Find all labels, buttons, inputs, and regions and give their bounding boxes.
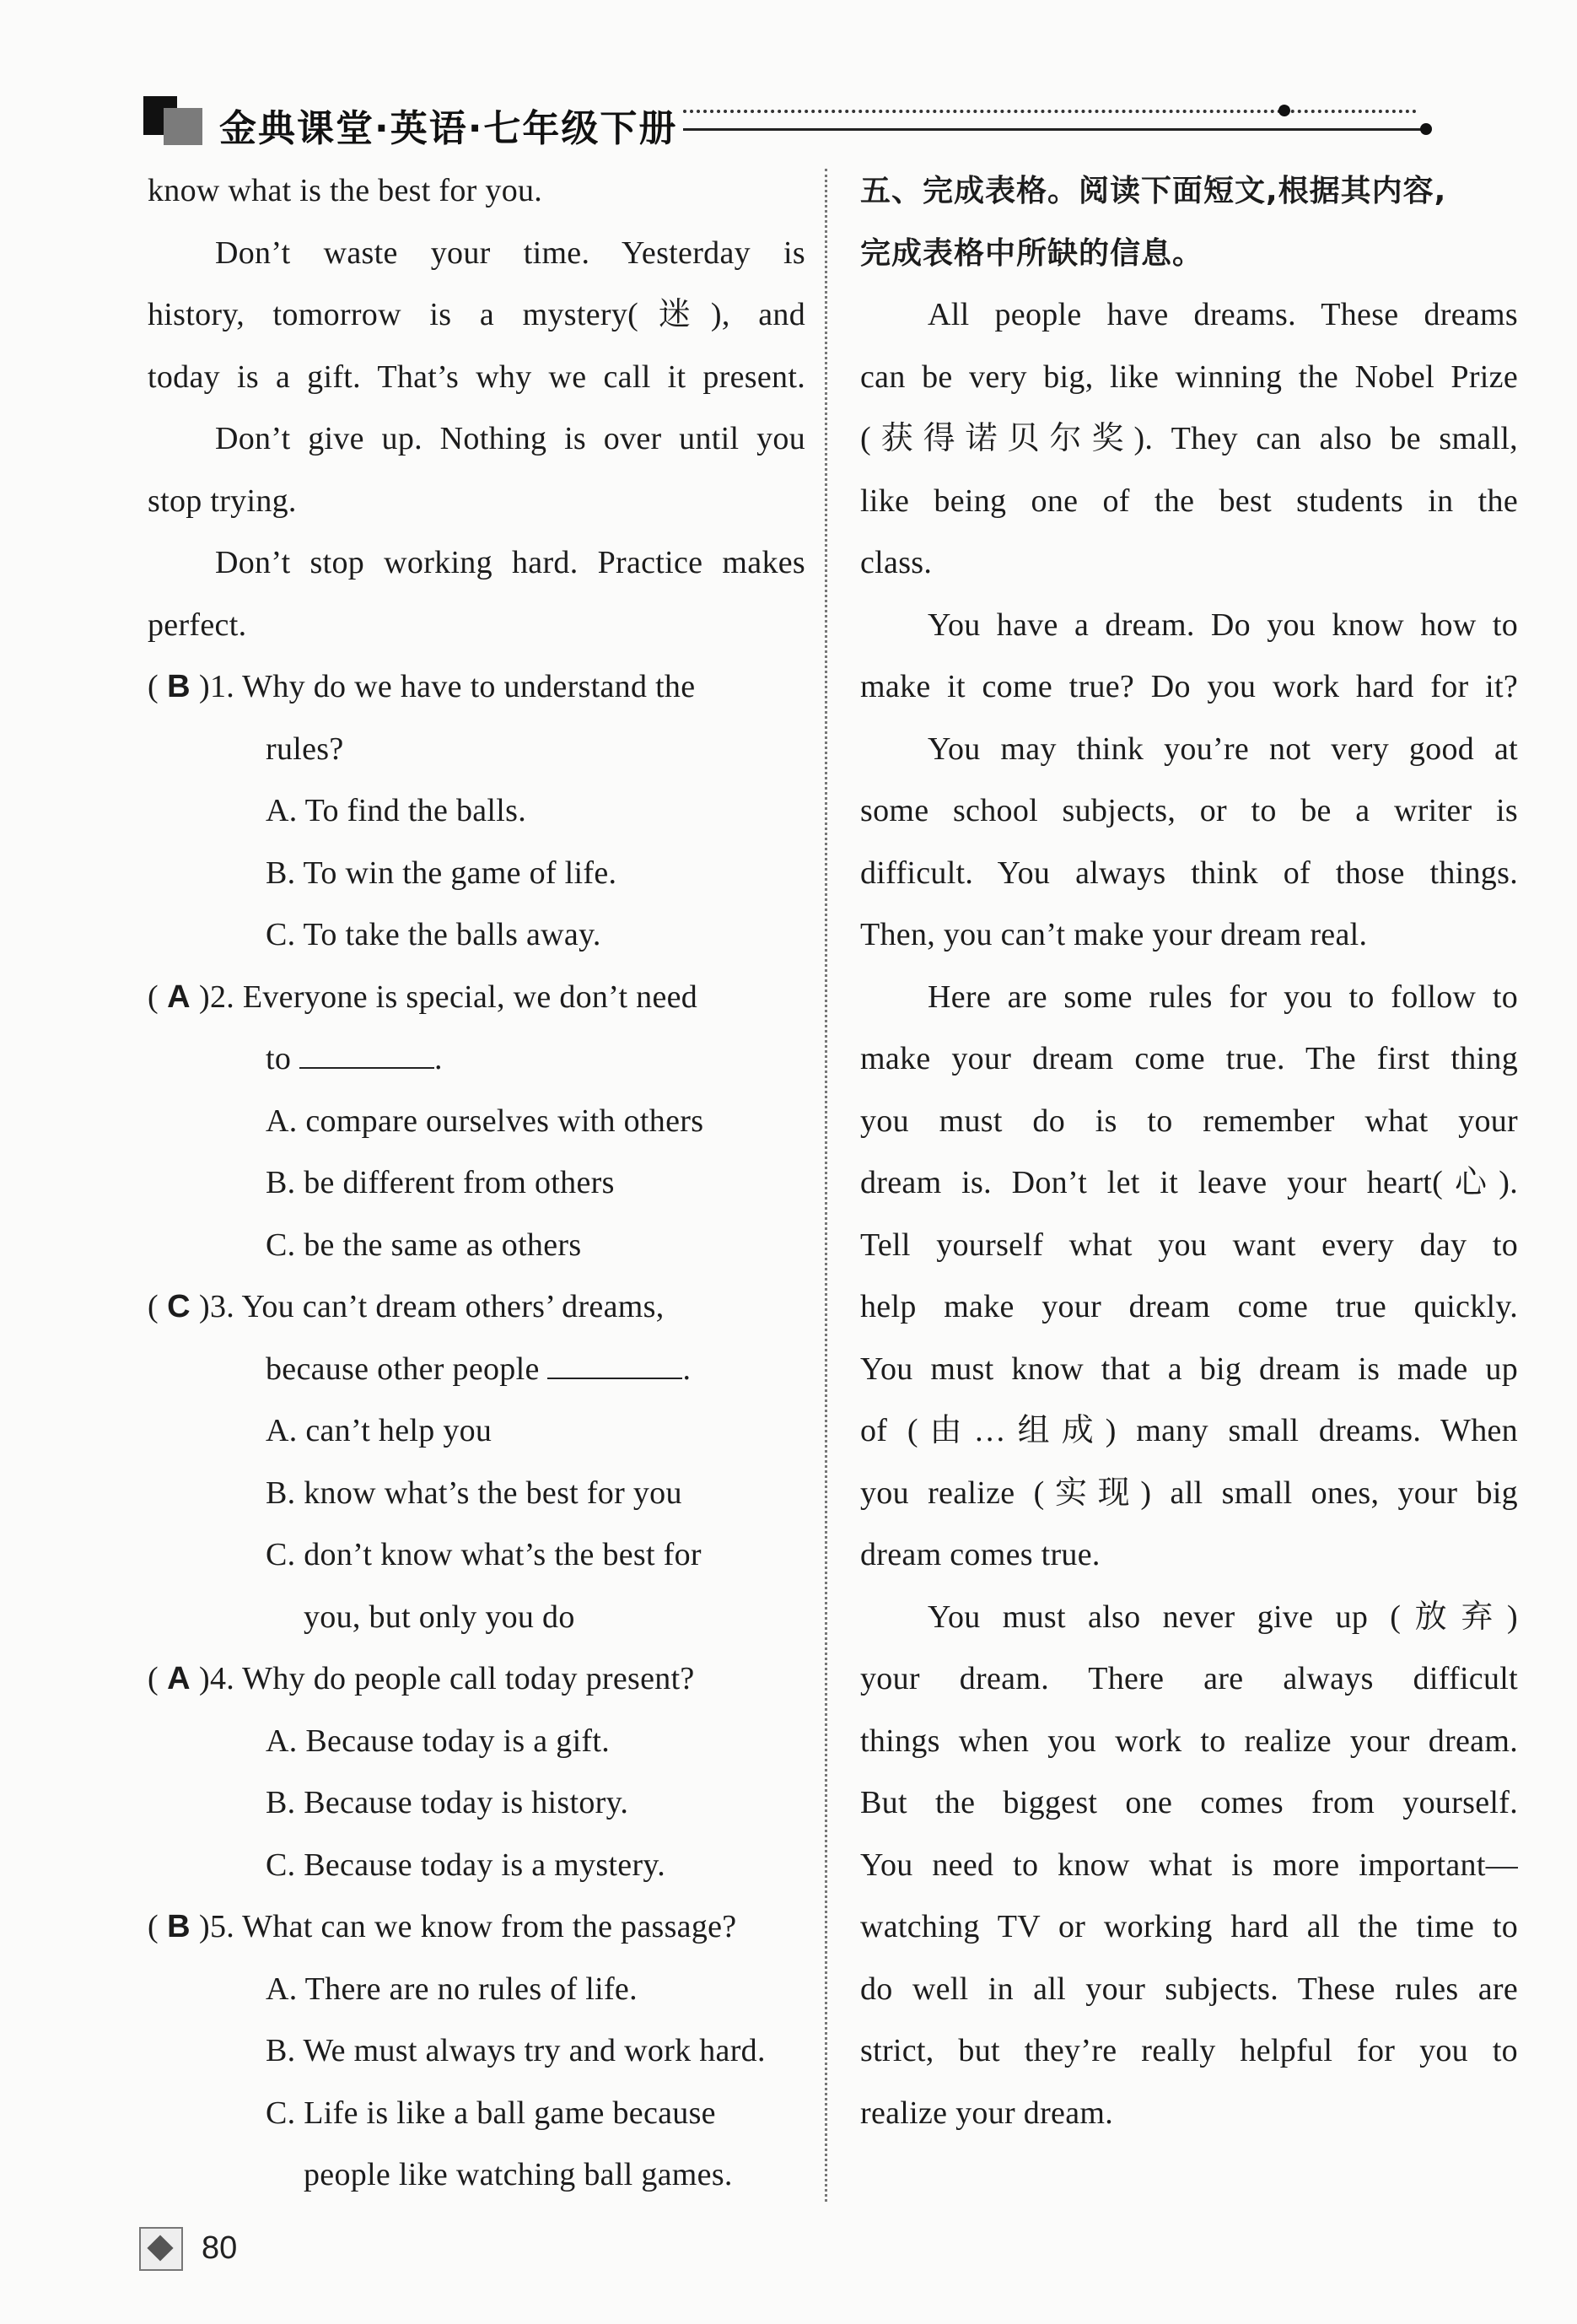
answer-mark: A [167,979,191,1015]
answer-mark: B [167,1909,191,1944]
option-c-cont: people like watching ball games. [304,2157,733,2192]
passage-line: you realize (实现) all small ones, your big [860,1475,1518,1511]
header-dot [1420,123,1432,135]
passage-line: Don’t stop working hard. Practice makes [215,545,805,580]
header-rule [683,128,1425,131]
left-column [148,160,805,2207]
passage-line: dream is. Don’t let it leave your heart(心). [860,1165,1518,1200]
option-b: B. To win the game of life. [266,855,617,891]
passage-line: make your dream come true. The first thing [860,1041,1518,1076]
section-heading: 五、完成表格。阅读下面短文,根据其内容, [860,174,1447,208]
passage-line: of (由…组成) many small dreams. When [860,1413,1518,1448]
passage-line: class. [860,545,933,580]
answer-mark: A [167,1661,191,1696]
passage-line: make it come true? Do you work hard for it? [860,669,1518,704]
question-stem: You can’t dream others’ dreams, [241,1289,665,1324]
passage-line: difficult. You always think of those things. [860,855,1518,891]
section-heading-cont: 完成表格中所缺的信息。 [860,235,1204,271]
passage-line: know what is the best for you. [148,173,543,208]
diamond-icon [139,2227,183,2271]
question-stem: Why do we have to understand the [242,669,696,704]
option-c: C. Because today is a mystery. [266,1847,666,1883]
question-stem: Why do people call today present? [242,1661,695,1696]
passage-line: Then, you can’t make your dream real. [860,917,1368,952]
header-dotted-rule [683,110,1417,113]
passage-line: Don’t give up. Nothing is over until you [215,421,805,456]
passage-line: You may think you’re not very good at [928,731,1518,767]
passage-line: help make your dream come true quickly. [860,1289,1518,1324]
passage-line: can be very big, like winning the Nobel Prize [860,359,1518,395]
passage-line: Tell yourself what you want every day to [860,1227,1518,1263]
passage-line: (获得诺贝尔奖). They can also be small, [860,421,1518,456]
page-header [143,91,1442,150]
passage-line: realize your dream. [860,2095,1114,2131]
answer-mark: B [167,669,191,704]
passage-line: watching TV or working hard all the time to [860,1909,1518,1944]
answer-mark: C [167,1289,191,1324]
question-2: ( A )2. Everyone is special, we don’t need [148,967,805,1029]
question-number: 2. [209,979,235,1015]
header-dot [1278,105,1290,116]
answer-blank [299,1042,434,1069]
question-5: ( B )5. What can we know from the passage? [148,1896,805,1959]
option-b: B. be different from others [266,1165,615,1200]
answer-blank [547,1352,682,1379]
option-a: A. can’t help you [266,1413,492,1448]
question-1: ( B )1. Why do we have to understand the [148,656,805,719]
option-a: A. Because today is a gift. [266,1723,611,1759]
question-number: 1. [209,669,235,704]
passage-line: stop trying. [148,483,297,519]
passage-line: You need to know what is more important— [860,1847,1518,1883]
passage-line: some school subjects, or to be a writer is [860,793,1518,828]
book-logo [143,96,204,145]
passage-line: You must also never give up (放弃) [928,1599,1518,1635]
passage-line: strict, but they’re really helpful for you to [860,2033,1518,2068]
option-c: C. To take the balls away. [266,917,601,952]
question-stem-cont: rules? [266,731,344,767]
option-c-cont: you, but only you do [304,1599,575,1635]
passage-line: Don’t waste your time. Yesterday is [215,235,805,271]
option-b: B. know what’s the best for you [266,1475,682,1511]
question-stem: Everyone is special, we don’t need [242,979,698,1015]
question-3: ( C )3. You can’t dream others’ dreams, [148,1276,805,1339]
page-footer [139,2227,308,2278]
right-column [860,160,1518,2144]
passage-line: dream comes true. [860,1537,1101,1572]
passage-line: your dream. There are always difficult [860,1661,1518,1696]
passage-line: you must do is to remember what your [860,1103,1518,1139]
option-c: C. be the same as others [266,1227,582,1263]
question-number: 5. [209,1909,235,1944]
question-number: 4. [209,1661,235,1696]
question-stem-cont: because other people . [266,1351,692,1387]
question-number: 3. [209,1289,235,1324]
passage-line: All people have dreams. These dreams [928,297,1518,332]
question-stem-cont: to . [266,1041,443,1076]
page-number: 80 [202,2230,238,2266]
passage-line: things when you work to realize your dream. [860,1723,1518,1759]
passage-line: You have a dream. Do you know how to [928,607,1518,643]
question-4: ( A )4. Why do people call today present? [148,1648,805,1711]
option-c: C. don’t know what’s the best for [266,1537,702,1572]
option-b: B. We must always try and work hard. [266,2033,766,2068]
passage-line: do well in all your subjects. These rules are [860,1971,1518,2007]
column-divider [825,169,827,2202]
passage-line: Here are some rules for you to follow to [928,979,1518,1015]
option-b: B. Because today is history. [266,1785,629,1820]
passage-line: like being one of the best students in the [860,483,1518,519]
option-a: A. compare ourselves with others [266,1103,704,1139]
passage-line: perfect. [148,607,247,643]
passage-line: today is a gift. That’s why we call it present. [148,359,805,395]
option-a: A. To find the balls. [266,793,527,828]
header-title: 金典课堂·英语·七年级下册 [219,107,678,150]
passage-line: You must know that a big dream is made up [860,1351,1518,1387]
option-a: A. There are no rules of life. [266,1971,638,2007]
passage-line: history, tomorrow is a mystery(迷), and [148,297,805,332]
question-stem: What can we know from the passage? [242,1909,737,1944]
option-c: C. Life is like a ball game because [266,2095,716,2131]
passage-line: But the biggest one comes from yourself. [860,1785,1518,1820]
